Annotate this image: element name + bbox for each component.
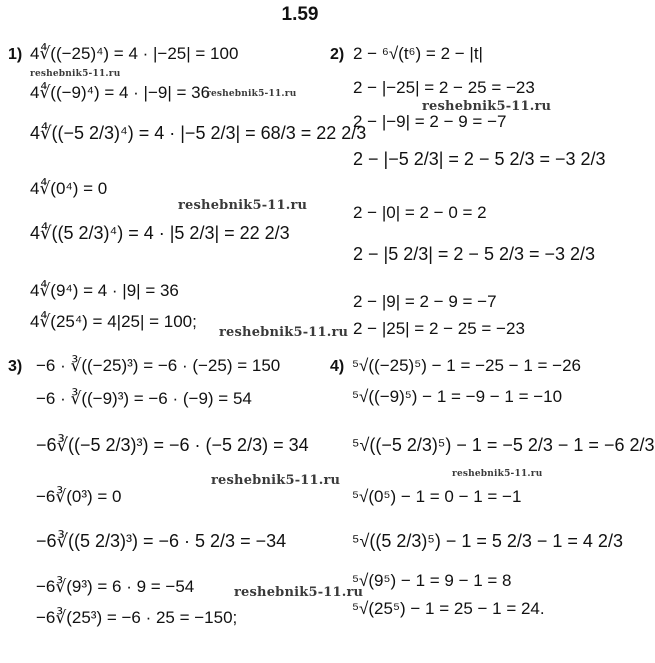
s2-line-6: 2 − |5 2/3| = 2 − 5 2/3 = −3 2/3 bbox=[353, 244, 596, 264]
s4-line-2: ⁵√((−9)⁵) − 1 = −9 − 1 = −10 bbox=[352, 387, 563, 406]
s3-line-1: −6 · ∛((−25)³) = −6 · (−25) = 150 bbox=[36, 356, 281, 375]
s4-line-4: ⁵√(0⁵) − 1 = 0 − 1 = −1 bbox=[352, 487, 522, 506]
s2-line-8: 2 − |25| = 2 − 25 = −23 bbox=[353, 319, 525, 338]
s2-line-7: 2 − |9| = 2 − 9 = −7 bbox=[353, 292, 497, 311]
watermark-6: reshebnik5-11.ru bbox=[452, 469, 543, 479]
s3-line-2: −6 · ∛((−9)³) = −6 · (−9) = 54 bbox=[36, 389, 252, 408]
section-3-label: 3) bbox=[8, 358, 23, 375]
s3-line-5: −6∛((5 2/3)³) = −6 · 5 2/3 = −34 bbox=[36, 531, 287, 551]
section-4-label: 4) bbox=[330, 358, 345, 375]
watermark-8: reshebnik5-11.ru bbox=[234, 585, 364, 600]
watermark-2: reshebnik5-11.ru bbox=[206, 89, 297, 99]
watermark-7: reshebnik5-11.ru bbox=[211, 473, 341, 488]
s2-line-3: 2 − |−9| = 2 − 9 = −7 bbox=[353, 112, 507, 131]
s4-line-5: ⁵√((5 2/3)⁵) − 1 = 5 2/3 − 1 = 4 2/3 bbox=[352, 531, 623, 551]
s1-line-4: 4∜(0⁴) = 0 bbox=[30, 179, 108, 198]
s1-line-1: 4∜((−25)⁴) = 4 · |−25| = 100 bbox=[30, 44, 239, 63]
section-2-label: 2) bbox=[330, 46, 345, 63]
s2-line-1: 2 − ⁶√(t⁶) = 2 − |t| bbox=[353, 44, 483, 63]
s3-line-7: −6∛(25³) = −6 · 25 = −150; bbox=[36, 608, 238, 627]
watermark-4: reshebnik5-11.ru bbox=[178, 198, 308, 213]
s2-line-2: 2 − |−25| = 2 − 25 = −23 bbox=[353, 78, 535, 97]
s4-line-1: ⁵√((−25)⁵) − 1 = −25 − 1 = −26 bbox=[352, 356, 581, 375]
s2-line-4: 2 − |−5 2/3| = 2 − 5 2/3 = −3 2/3 bbox=[353, 149, 606, 169]
s3-line-4: −6∛(0³) = 0 bbox=[36, 487, 122, 506]
s2-line-5: 2 − |0| = 2 − 0 = 2 bbox=[353, 203, 487, 222]
s4-line-6: ⁵√(9⁵) − 1 = 9 − 1 = 8 bbox=[352, 571, 512, 590]
s3-line-3: −6∛((−5 2/3)³) = −6 · (−5 2/3) = 34 bbox=[36, 435, 309, 455]
watermark-1: reshebnik5-11.ru bbox=[30, 69, 121, 79]
s4-line-3: ⁵√((−5 2/3)⁵) − 1 = −5 2/3 − 1 = −6 2/3 bbox=[352, 435, 655, 455]
s1-line-7: 4∜(25⁴) = 4|25| = 100; bbox=[30, 312, 197, 331]
s3-line-6: −6∛(9³) = 6 · 9 = −54 bbox=[36, 577, 195, 596]
section-1-label: 1) bbox=[8, 46, 23, 63]
s4-line-7: ⁵√(25⁵) − 1 = 25 − 1 = 24. bbox=[352, 599, 545, 618]
s1-line-3: 4∜((−5 2/3)⁴) = 4 · |−5 2/3| = 68/3 = 22 2/3 bbox=[30, 123, 367, 143]
s1-line-5: 4∜((5 2/3)⁴) = 4 · |5 2/3| = 22 2/3 bbox=[30, 223, 290, 243]
problem-number: 1.59 bbox=[281, 4, 319, 25]
watermark-5: reshebnik5-11.ru bbox=[219, 325, 349, 340]
watermark-3: reshebnik5-11.ru bbox=[422, 99, 552, 114]
s1-line-6: 4∜(9⁴) = 4 · |9| = 36 bbox=[30, 281, 179, 300]
s1-line-2: 4∜((−9)⁴) = 4 · |−9| = 36 bbox=[30, 83, 211, 102]
